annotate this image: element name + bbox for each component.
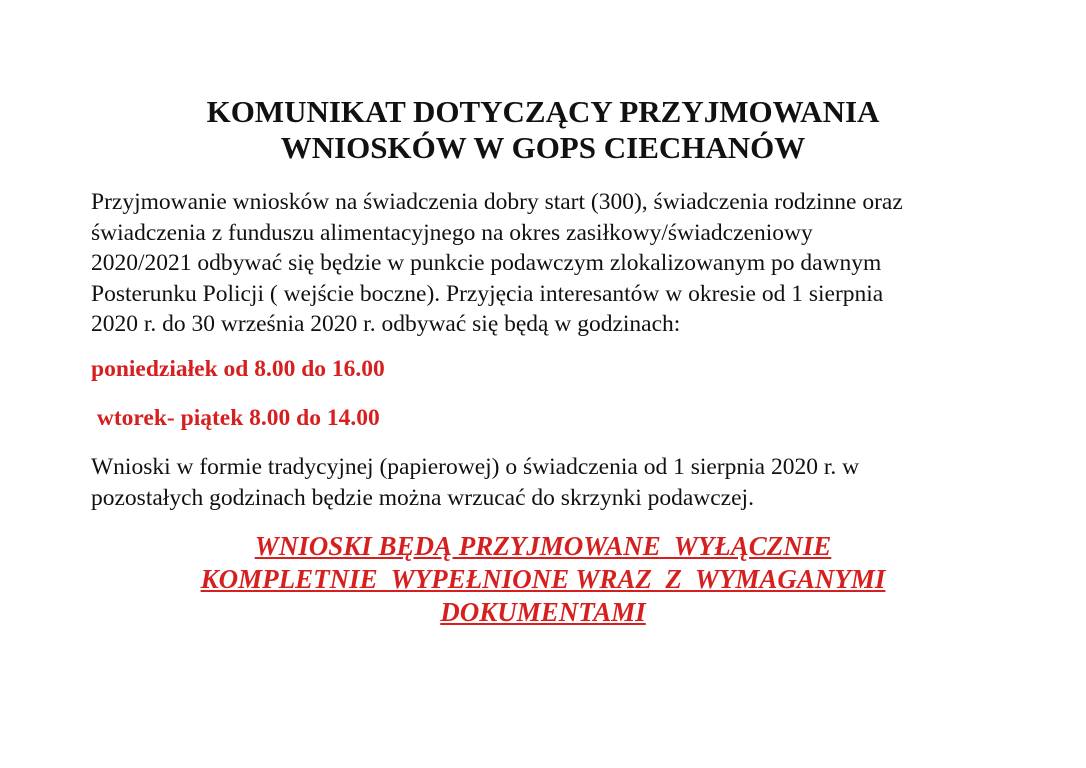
notice-line: WNIOSKI BĘDĄ PRZYJMOWANE WYŁĄCZNIE [254, 531, 832, 561]
title-line: WNIOSKÓW W GOPS CIECHANÓW [280, 130, 806, 165]
announcement-title [0, 94, 1086, 166]
hours-tuesday-friday: wtorek- piątek 8.00 do 14.00 [91, 405, 380, 431]
intro-paragraph [91, 187, 1011, 340]
paragraph-line: 2020 r. do 30 września 2020 r. odbywać się będą w godzinach: [91, 311, 681, 337]
paper-applications-paragraph [91, 452, 1011, 513]
notice-line: KOMPLETNIE WYPEŁNIONE WRAZ Z WYMAGANYMI [200, 564, 886, 594]
hours-monday: poniedziałek od 8.00 do 16.00 [91, 356, 385, 382]
notice-line: DOKUMENTAMI [440, 597, 646, 627]
paragraph-line: Wnioski w formie tradycyjnej (papierowej) o świadczenia od 1 sierpnia 2020 r. w [91, 454, 860, 480]
important-notice [0, 530, 1086, 629]
paragraph-line: Posterunku Policji ( wejście boczne). Przyjęcia interesantów w okresie od 1 sierpnia [91, 280, 884, 307]
paragraph-line: Przyjmowanie wniosków na świadczenia dobry start (300), świadczenia rodzinne oraz [91, 189, 903, 215]
title-line: KOMUNIKAT DOTYCZĄCY PRZYJMOWANIA [206, 94, 880, 129]
paragraph-line: 2020/2021 odbywać się będzie w punkcie podawczym zlokalizowanym po dawnym [91, 250, 882, 276]
paragraph-line: świadczenia z funduszu alimentacyjnego na okres zasiłkowy/świadczeniowy [91, 219, 813, 246]
paragraph-line: pozostałych godzinach będzie można wrzucać do skrzynki podawczej. [91, 484, 754, 511]
